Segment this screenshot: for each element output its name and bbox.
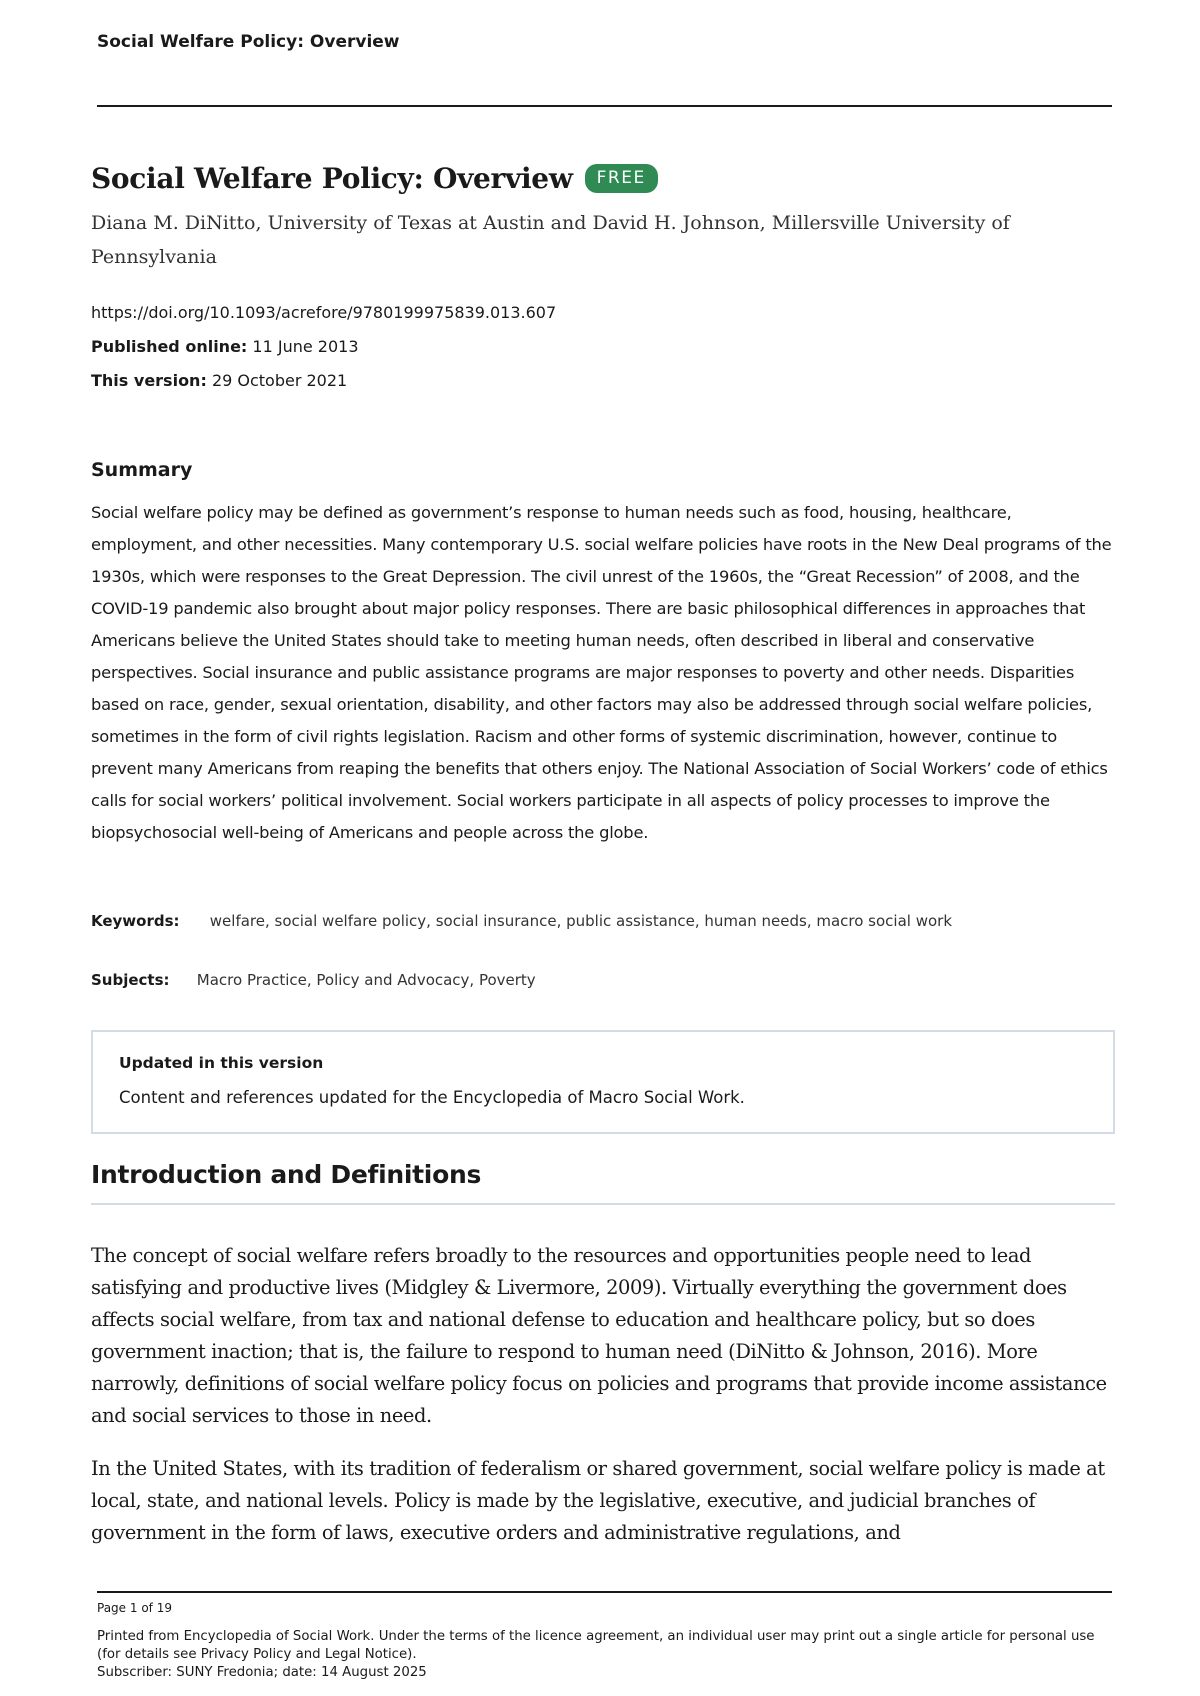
subscriber-info: Subscriber: SUNY Fredonia; date: 14 August 2025 — [97, 1665, 427, 1680]
summary-text: Social welfare policy may be defined as government’s response to human needs such as food, housing, healthcare, employment, and other necessities. Many contemporary U.S. social welfare policies have roots in the New Deal programs of the 1930s, which were responses to the Great Depression. The civil unrest of the 1960s, the “Great Recession” of 2008, and the COVID-19 pandemic also brought about major policy responses. There are basic philosophical differences in approaches that Americans believe the United States should take to meeting human needs, often described in liberal and conservative perspectives. Social insurance and public assistance programs are major responses to poverty and other needs. Disparities based on race, gender, sexual orientation, disability, and other factors may also be addressed through social welfare policies, sometimes in the form of civil rights legislation. Racism and other forms of systemic discrimination, however, continue to prevent many Americans from reaping the benefits that others enjoy. The National Association of Social Workers’ code of ethics calls for social workers’ political involvement. Social workers participate in all aspects of policy processes to improve the biopsychosocial well-being of Americans and people across the globe. — [91, 503, 1112, 842]
published-online — [91, 334, 556, 368]
this-version — [91, 368, 556, 402]
article-metadata — [91, 300, 556, 402]
published-label: Published online: — [91, 337, 248, 356]
body-paragraph-1: The concept of social welfare refers broadly to the resources and opportunities people need to lead satisfying and productive lives (Midgley & Livermore, 2009). Virtually everything the government does affects social welfare, from tax and national defense to education and healthcare policy, but so does government inaction; that is, the failure to respond to human need (DiNitto & Johnson, 2016). More narrowly, definitions of social welfare policy focus on policies and programs that provide income assistance and social services to those in need. — [91, 1244, 1107, 1427]
keywords-list[interactable]: welfare, social welfare policy, social insurance, public assistance, human needs, macro social work — [209, 912, 953, 930]
footer-note — [97, 1628, 1117, 1682]
printed-notice: Printed from Encyclopedia of Social Work. Under the terms of the licence agreement, an individual user may print out a single article for personal use (for details see Privacy Policy and Legal Notice). — [97, 1629, 1095, 1662]
version-date: 29 October 2021 — [211, 371, 348, 390]
article-title-row — [91, 162, 658, 195]
section-divider — [91, 1203, 1115, 1205]
subjects-list[interactable]: Macro Practice, Policy and Advocacy, Poverty — [196, 971, 536, 989]
section-heading: Introduction and Definitions — [91, 1160, 482, 1189]
keywords-label: Keywords: — [91, 912, 180, 930]
header-divider — [97, 105, 1112, 107]
keywords-row — [91, 912, 952, 930]
free-access-badge: FREE — [585, 164, 658, 193]
page-number: Page 1 of 19 — [97, 1601, 172, 1615]
published-date: 11 June 2013 — [252, 337, 359, 356]
version-label: This version: — [91, 371, 207, 390]
update-box-text: Content and references updated for the Encyclopedia of Macro Social Work. — [119, 1088, 745, 1107]
updated-in-version-box — [91, 1030, 1115, 1134]
footer-divider — [97, 1591, 1112, 1593]
article-authors: Diana M. DiNitto, University of Texas at Austin and David H. Johnson, Millersville University of Pennsylvania — [91, 212, 1010, 268]
summary-heading: Summary — [91, 459, 193, 481]
article-title: Social Welfare Policy: Overview — [91, 162, 573, 195]
body-paragraph-2: In the United States, with its tradition of federalism or shared government, social welfare policy is made at local, state, and national levels. Policy is made by the legislative, executive, and judicial branches of government in the form of laws, executive orders and administrative regulations, and — [91, 1457, 1105, 1544]
subjects-row — [91, 971, 536, 989]
update-box-title: Updated in this version — [119, 1054, 324, 1072]
doi-link[interactable]: https://doi.org/10.1093/acrefore/9780199975839.013.607 — [91, 303, 557, 322]
subjects-label: Subjects: — [91, 971, 170, 989]
running-header: Social Welfare Policy: Overview — [97, 32, 400, 52]
